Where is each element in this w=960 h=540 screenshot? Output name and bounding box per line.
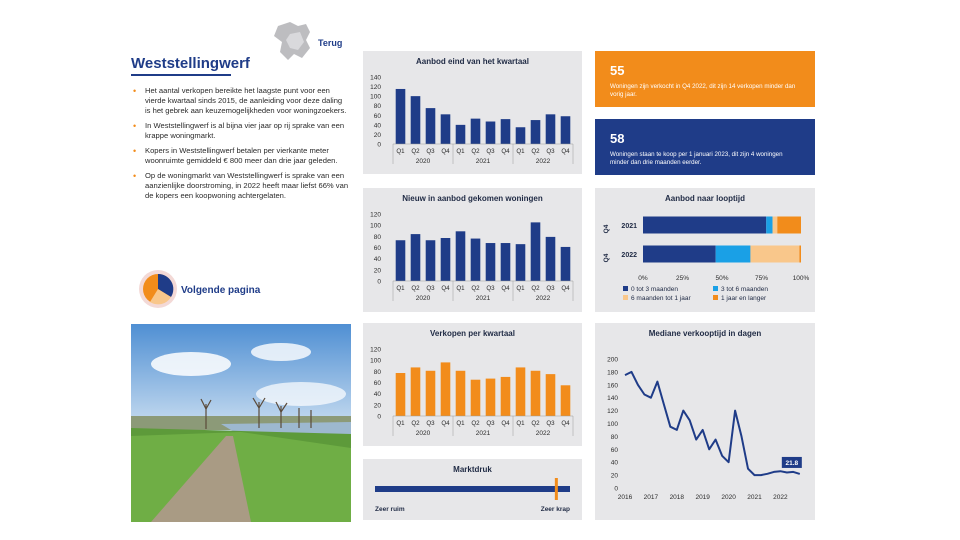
x-tick-label: Q3: [546, 285, 555, 292]
line-chart-verkooptijd: [595, 323, 815, 520]
y-tick-label: 100: [607, 421, 618, 428]
bar: [456, 231, 466, 281]
bar: [411, 234, 421, 281]
chart-title: Mediane verkooptijd in dagen: [648, 329, 762, 338]
x-tick-label: 2019: [695, 494, 710, 501]
chart-title: Verkopen per kwartaal: [430, 329, 515, 338]
pie-icon[interactable]: [138, 269, 178, 309]
x-tick-label: Q1: [516, 285, 525, 292]
x-tick-label: 100%: [792, 275, 810, 282]
x-tick-label: Q2: [531, 285, 540, 292]
series-line: [625, 372, 800, 475]
x-tick-label: Q1: [516, 148, 525, 155]
chart-title: Aanbod eind van het kwartaal: [416, 57, 529, 66]
x-tick-label: Q2: [411, 420, 420, 427]
x-tick-label: Q4: [441, 420, 450, 427]
x-tick-label: Q1: [396, 285, 405, 292]
y-tick-label: 0: [377, 278, 381, 286]
bar: [441, 362, 451, 416]
stacked-segment: [799, 246, 801, 263]
marktdruk-left-label: Zeer ruim: [375, 506, 405, 513]
chart-panel-looptijd: [595, 188, 815, 312]
x-tick-label: Q4: [501, 148, 510, 155]
y-tick-label: 140: [607, 395, 618, 403]
x-tick-label: 2021: [747, 494, 762, 501]
stacked-segment: [716, 246, 751, 263]
x-tick-label: Q3: [426, 285, 435, 292]
stacked-segment: [750, 246, 799, 263]
bar: [531, 222, 541, 281]
x-tick-label: Q3: [426, 420, 435, 427]
x-tick-label: Q2: [471, 148, 480, 155]
bar: [486, 379, 496, 416]
x-tick-label: Q3: [486, 285, 495, 292]
x-tick-label: Q3: [546, 148, 555, 155]
y-tick-label: 0: [377, 413, 381, 421]
category-label: 2022: [621, 252, 637, 259]
y-tick-label: 120: [370, 346, 381, 354]
bar: [531, 371, 541, 416]
y-tick-label: 80: [373, 368, 381, 376]
y-tick-label: 40: [610, 459, 618, 467]
y-tick-label: 160: [607, 382, 618, 390]
bar: [456, 125, 466, 144]
group-label: 2020: [415, 158, 431, 165]
x-tick-label: 2022: [773, 494, 788, 501]
bar: [426, 108, 436, 144]
x-tick-label: Q3: [546, 420, 555, 427]
group-label: 2021: [475, 158, 491, 165]
bar: [396, 89, 406, 144]
bullet-item: • Kopers in Weststellingwerf betalen per vierkante meter woonruimte gemiddeld € 800 meer dan drie jaar geleden.: [131, 146, 349, 166]
group-label: 2021: [475, 295, 491, 302]
x-tick-label: 0%: [638, 275, 648, 282]
group-label: 2022: [535, 295, 551, 302]
chart-title: Nieuw in aanbod gekomen woningen: [402, 194, 543, 203]
y-tick-label: 0: [377, 141, 381, 149]
bar: [546, 237, 556, 281]
bar: [441, 238, 451, 281]
bar: [471, 239, 481, 281]
x-tick-label: Q2: [411, 285, 420, 292]
x-tick-label: 75%: [754, 275, 769, 282]
region-map-icon[interactable]: [272, 20, 316, 64]
x-tick-label: Q1: [456, 285, 465, 292]
x-tick-label: Q1: [396, 148, 405, 155]
y-tick-label: 40: [373, 256, 381, 264]
stacked-segment: [773, 217, 778, 234]
x-tick-label: Q4: [561, 285, 570, 292]
x-tick-label: Q1: [396, 420, 405, 427]
y-tick-label: 140: [370, 74, 381, 82]
y-tick-label: 40: [373, 391, 381, 399]
y-tick-label: 20: [373, 402, 381, 410]
bar: [501, 377, 511, 416]
bar: [486, 122, 496, 144]
x-tick-label: 2017: [643, 494, 659, 501]
page-title: Weststellingwerf: [131, 55, 250, 72]
bar: [426, 371, 436, 416]
back-link[interactable]: Terug: [318, 38, 343, 48]
x-tick-label: Q4: [441, 148, 450, 155]
stacked-segment: [766, 217, 772, 234]
bar: [411, 367, 421, 416]
legend-label: 3 tot 6 maanden: [721, 286, 768, 293]
marktdruk-right-label: Zeer krap: [540, 506, 570, 513]
x-tick-label: Q2: [411, 148, 420, 155]
y-tick-label: 100: [370, 222, 381, 230]
y-tick-label: 20: [373, 267, 381, 275]
x-tick-label: 2016: [617, 494, 633, 501]
next-page-link[interactable]: Volgende pagina: [181, 285, 261, 296]
kpi-card-sold: [595, 51, 815, 107]
x-tick-label: Q2: [471, 285, 480, 292]
y-tick-label: 180: [607, 369, 618, 377]
chart-title: Aanbod naar looptijd: [665, 194, 745, 203]
x-tick-label: Q3: [486, 148, 495, 155]
bar: [441, 114, 451, 144]
group-label: 2022: [535, 158, 551, 165]
bullet-item: • Op de woningmarkt van Weststellingwerf is sprake van een aanzienlijke doorstroming, in 2022 heeft maar liefst 66% van de kopers een koopwoning achtergelaten.: [131, 171, 349, 201]
bar: [471, 380, 481, 416]
bar: [561, 385, 571, 416]
y-tick-label: 100: [370, 357, 381, 365]
x-tick-label: Q1: [516, 420, 525, 427]
x-tick-label: Q4: [561, 148, 570, 155]
legend-swatch: [623, 286, 628, 291]
kpi-text: Woningen staan te koop per 1 januari 2023, dit zijn 4 woningen minder dan drie maanden eerder.: [610, 151, 783, 166]
group-label: 2020: [415, 295, 431, 302]
x-tick-label: 2018: [669, 494, 685, 501]
y-tick-label: 100: [370, 93, 381, 101]
y-tick-label: 60: [610, 446, 618, 454]
title-underline: [131, 74, 231, 76]
y-tick-label: 20: [373, 131, 381, 139]
x-tick-label: Q2: [531, 148, 540, 155]
chart-panel-verkopen: [363, 323, 582, 446]
bar: [516, 127, 526, 144]
y-tick-label: 120: [370, 211, 381, 219]
x-tick-label: Q1: [456, 148, 465, 155]
x-tick-label: Q4: [561, 420, 570, 427]
y-tick-label: 0: [614, 485, 618, 493]
bar: [486, 243, 496, 281]
legend-label: 6 maanden tot 1 jaar: [631, 295, 691, 302]
x-tick-label: Q1: [456, 420, 465, 427]
stacked-segment: [777, 217, 801, 234]
last-value-label: 21.8: [785, 459, 799, 467]
bar: [396, 373, 406, 416]
y-tick-label: 80: [373, 233, 381, 241]
kpi-card-for-sale: [595, 119, 815, 175]
bar: [531, 120, 541, 144]
bullet-item: • Het aantal verkopen bereikte het laagste punt voor een vierde kwartaal sinds 2015, de aanleiding voor deze daling is het gebrek aan keuzemogelijkheden voor woningzoekers.: [131, 86, 349, 116]
bar: [516, 244, 526, 281]
legend-label: 0 tot 3 maanden: [631, 286, 678, 293]
gauge-marker: [555, 478, 558, 500]
y-tick-label: 80: [373, 103, 381, 111]
bar: [501, 243, 511, 281]
legend-swatch: [713, 286, 718, 291]
group-label: 2022: [535, 430, 551, 437]
stacked-bar-chart-looptijd: [595, 188, 815, 312]
y-tick-label: 120: [607, 408, 618, 416]
quarter-label: Q4: [603, 224, 610, 234]
x-tick-label: Q2: [471, 420, 480, 427]
bar: [411, 96, 421, 144]
x-tick-label: 50%: [715, 275, 729, 282]
x-tick-label: Q4: [441, 285, 450, 292]
legend-swatch: [623, 295, 628, 300]
group-label: 2020: [415, 430, 431, 437]
chart-panel-aanbod: [363, 51, 582, 174]
bar-chart-nieuw: [363, 188, 582, 312]
y-tick-label: 60: [373, 245, 381, 252]
bar-chart-aanbod: [363, 51, 582, 174]
x-tick-label: Q3: [426, 148, 435, 155]
y-tick-label: 200: [607, 356, 618, 364]
kpi-text: Woningen zijn verkocht in Q4 2022, dit zijn 14 verkopen minder dan vorig jaar.: [610, 83, 796, 98]
y-tick-label: 80: [610, 433, 618, 441]
bar: [501, 119, 511, 144]
y-tick-label: 60: [373, 380, 381, 387]
bar: [516, 367, 526, 416]
marktdruk-panel: [363, 459, 582, 520]
x-tick-label: Q3: [486, 420, 495, 427]
chart-panel-nieuw: [363, 188, 582, 312]
kpi-value: 58: [610, 131, 625, 146]
quarter-label: Q4: [603, 253, 610, 263]
x-tick-label: Q4: [501, 285, 510, 292]
x-tick-label: 2020: [721, 494, 736, 501]
y-tick-label: 60: [373, 112, 381, 120]
bullet-item: • In Weststellingwerf is al bijna vier jaar op rij sprake van een krappe woningmarkt.: [131, 121, 349, 141]
bar-chart-verkopen: [363, 323, 582, 446]
bar: [471, 119, 481, 144]
x-tick-label: 25%: [675, 275, 690, 282]
gauge-bar: [375, 486, 570, 492]
y-tick-label: 20: [610, 472, 618, 480]
bar: [561, 116, 571, 144]
legend-label: 1 jaar en langer: [721, 295, 767, 302]
kpi-value: 55: [610, 63, 625, 78]
stacked-segment: [643, 246, 716, 263]
x-tick-label: Q2: [531, 420, 540, 427]
y-tick-label: 120: [370, 84, 381, 92]
marktdruk-title: Marktdruk: [453, 465, 492, 474]
chart-panel-verkooptijd: [595, 323, 815, 520]
bar: [546, 114, 556, 144]
summary-bullets: [131, 86, 349, 206]
landscape-photo: [131, 324, 351, 522]
stacked-segment: [643, 217, 766, 234]
y-tick-label: 40: [373, 122, 381, 130]
group-label: 2021: [475, 430, 491, 437]
x-tick-label: Q4: [501, 420, 510, 427]
bar: [396, 240, 406, 281]
bar: [456, 371, 466, 416]
bar: [426, 240, 436, 281]
bar: [546, 374, 556, 416]
legend-swatch: [713, 295, 718, 300]
bar: [561, 247, 571, 281]
category-label: 2021: [621, 223, 637, 230]
